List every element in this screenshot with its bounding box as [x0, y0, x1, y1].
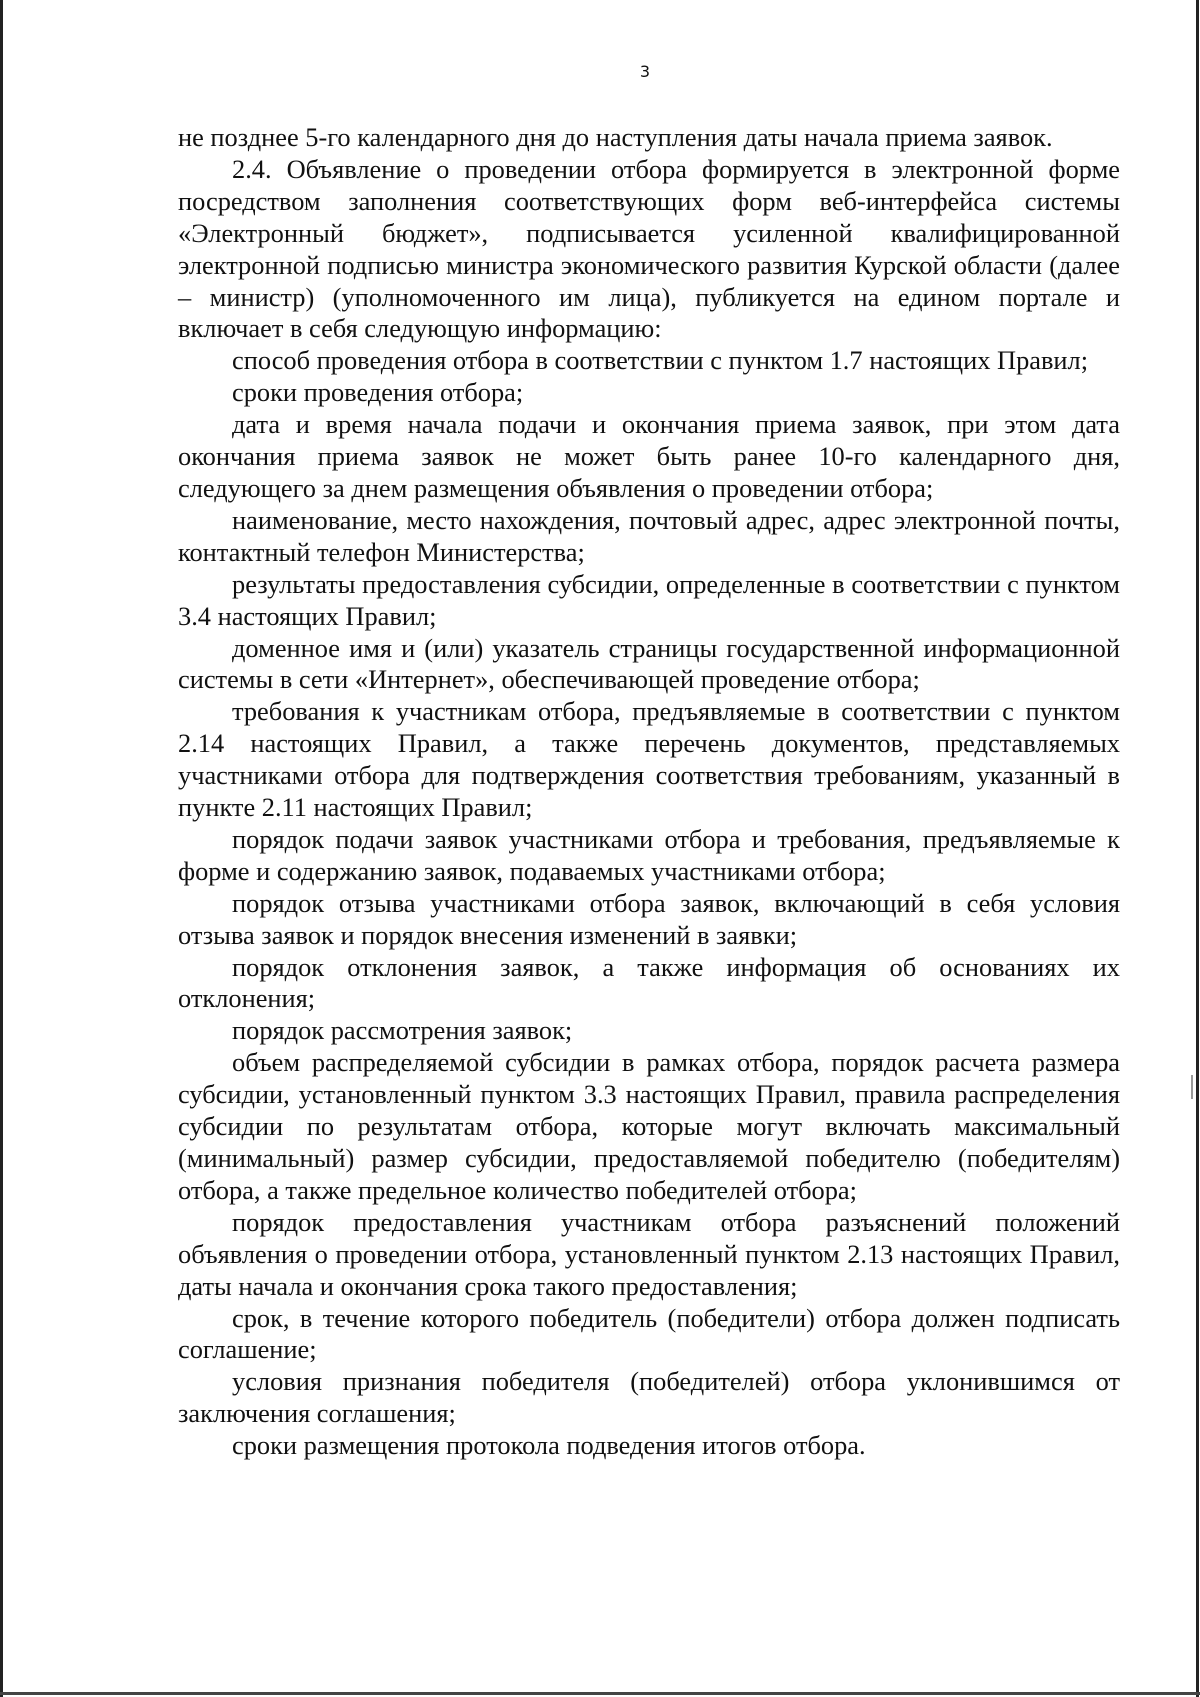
list-item-participant-requirements: требования к участникам отбора, предъявляемые в соответствии с пунктом 2.14 настоящих Правил, а также перечень документов, представляемых участниками отбора для подтверждения соответствия требованиям, указанный в пункте 2.11 настоящих Правил;	[178, 696, 1120, 823]
list-item-withdrawal-procedure: порядок отзыва участниками отбора заявок, включающий в себя условия отзыва заявок и порядок внесения изменений в заявки;	[178, 887, 1120, 950]
list-item-subsidy-results: результаты предоставления субсидии, определенные в соответствии с пунктом 3.4 настоящих Правил;	[178, 568, 1120, 631]
list-item-domain-name: доменное имя и (или) указатель страницы государственной информационной системы в сети «Интернет», обеспечивающей проведение отбора;	[178, 632, 1120, 695]
list-item-review-procedure: порядок рассмотрения заявок;	[232, 1015, 573, 1046]
list-item-evasion-conditions: условия признания победителя (победителей) отбора уклонившимся от заключения соглашения;	[178, 1366, 1120, 1429]
list-item-protocol-publication: сроки размещения протокола подведения итогов отбора.	[232, 1430, 866, 1461]
scan-left-edge	[0, 0, 3, 1697]
page-number: 3	[639, 62, 651, 81]
paragraph-continuation: не позднее 5-го календарного дня до наступления даты начала приема заявок.	[178, 122, 1053, 152]
list-item-subsidy-volume: объем распределяемой субсидии в рамках отбора, порядок расчета размера субсидии, установленный пунктом 3.3 настоящих Правил, правила распределения субсидии по результатам отбора, которые могут включать максимальный (минимальный) размер субсидии, предоставляемой победителю (победителям) отбора, а также предельное количество победителей отбора;	[178, 1047, 1120, 1205]
scan-artifact-mark	[1191, 1075, 1193, 1099]
list-item-selection-method: способ проведения отбора в соответствии с пунктом 1.7 настоящих Правил;	[232, 345, 1089, 376]
list-item-selection-terms: сроки проведения отбора;	[232, 377, 524, 408]
scan-right-edge	[1196, 0, 1199, 1697]
list-item-application-procedure: порядок подачи заявок участниками отбора и требования, предъявляемые к форме и содержанию заявок, подаваемых участниками отбора;	[178, 823, 1120, 886]
list-item-signing-deadline: срок, в течение которого победитель (победители) отбора должен подписать соглашение;	[178, 1302, 1120, 1365]
list-item-clarifications: порядок предоставления участникам отбора разъяснений положений объявления о проведении отбора, установленный пунктом 2.13 настоящих Правил, даты начала и окончания срока такого предоставления;	[178, 1206, 1120, 1301]
list-item-ministry-contacts: наименование, место нахождения, почтовый адрес, адрес электронной почты, контактный телефон Министерства;	[178, 504, 1120, 567]
list-item-rejection-procedure: порядок отклонения заявок, а также информация об основаниях их отклонения;	[178, 951, 1120, 1014]
list-item-application-dates: дата и время начала подачи и окончания приема заявок, при этом дата окончания приема заявок не может быть ранее 10-го календарного дня, следующего за днем размещения объявления о проведении отбора;	[178, 409, 1120, 503]
document-body	[178, 122, 1120, 1462]
scan-bottom-edge	[0, 1692, 1200, 1695]
paragraph-clause-2-4: 2.4. Объявление о проведении отбора формируется в электронной форме посредством заполнения соответствующих форм веб-интерфейса системы «Электронный бюджет», подписывается усиленной квалифицированной электронной подписью министра экономического развития Курской области (далее – министр) (уполномоченного им лица), публикуется на едином портале и включает в себя следующую информацию:	[178, 153, 1120, 344]
